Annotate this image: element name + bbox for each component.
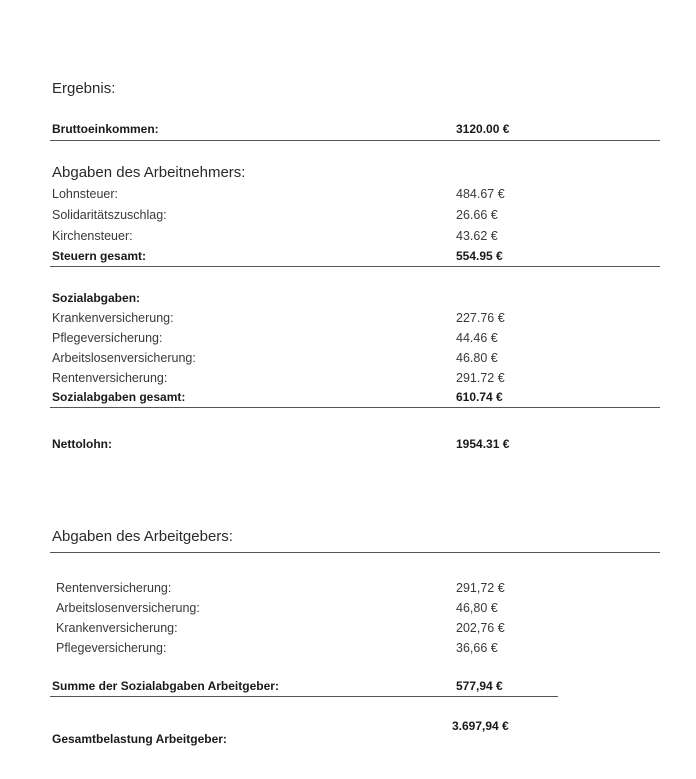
ag-item-value: 202,76 € xyxy=(456,621,505,635)
ag-item-label: Pflegeversicherung: xyxy=(56,641,167,655)
sozial-item-value: 227.76 € xyxy=(456,311,505,325)
an-item-label: Lohnsteuer: xyxy=(52,187,119,201)
sozial-total-value: 610.74 € xyxy=(456,390,503,404)
netto-value: 1954.31 € xyxy=(456,437,510,451)
an-total-label: Steuern gesamt: xyxy=(52,249,147,263)
ag-item-label: Rentenversicherung: xyxy=(56,581,172,595)
divider xyxy=(50,552,660,553)
divider xyxy=(50,266,660,267)
ag-total-label: Summe der Sozialabgaben Arbeitgeber: xyxy=(52,679,279,693)
ag-heading: Abgaben des Arbeitgebers: xyxy=(52,528,233,545)
an-item-label: Solidaritätszuschlag: xyxy=(52,208,167,222)
ag-item-value: 46,80 € xyxy=(456,601,498,615)
brutto-value: 3120.00 € xyxy=(456,122,510,136)
ag-item-label: Krankenversicherung: xyxy=(56,621,178,635)
an-total-value: 554.95 € xyxy=(456,249,503,263)
ag-item-label: Arbeitslosenversicherung: xyxy=(56,601,200,615)
sozial-total-label: Sozialabgaben gesamt: xyxy=(52,390,186,404)
sozial-item-label: Pflegeversicherung: xyxy=(52,331,163,345)
page-title: Ergebnis: xyxy=(52,80,116,97)
sozial-item-value: 44.46 € xyxy=(456,331,498,345)
an-item-label: Kirchensteuer: xyxy=(52,229,133,243)
ag-total-value: 577,94 € xyxy=(456,679,503,693)
divider xyxy=(50,140,660,141)
ag-item-value: 291,72 € xyxy=(456,581,505,595)
sozial-item-value: 46.80 € xyxy=(456,351,498,365)
gesamt-value: 3.697,94 € xyxy=(452,719,509,733)
sozial-item-label: Krankenversicherung: xyxy=(52,311,174,325)
an-item-value: 26.66 € xyxy=(456,208,498,222)
an-item-value: 43.62 € xyxy=(456,229,498,243)
sozial-item-value: 291.72 € xyxy=(456,371,505,385)
gesamt-label: Gesamtbelastung Arbeitgeber: xyxy=(52,732,227,746)
sozial-item-label: Arbeitslosenversicherung: xyxy=(52,351,196,365)
an-item-value: 484.67 € xyxy=(456,187,505,201)
brutto-label: Bruttoeinkommen: xyxy=(52,122,159,136)
an-heading: Abgaben des Arbeitnehmers: xyxy=(52,164,246,181)
sozial-item-label: Rentenversicherung: xyxy=(52,371,168,385)
sozial-heading: Sozialabgaben: xyxy=(52,291,141,305)
divider xyxy=(50,696,558,697)
divider xyxy=(50,407,660,408)
ag-item-value: 36,66 € xyxy=(456,641,498,655)
netto-label: Nettolohn: xyxy=(52,437,112,451)
